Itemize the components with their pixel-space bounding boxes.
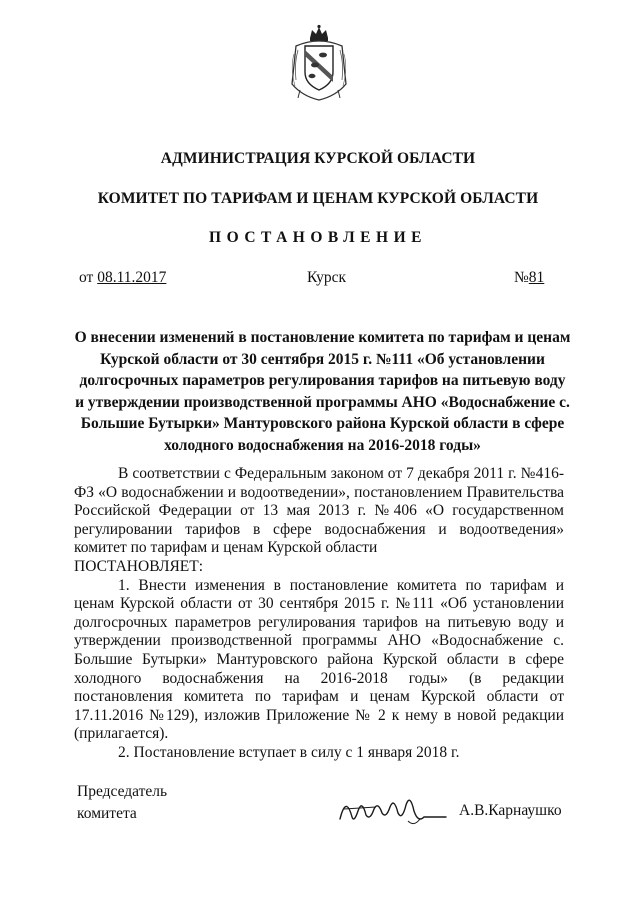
number-value: 81 (528, 269, 545, 286)
item-1-paragraph: 1. Внести изменения в постановление комитета по тарифам и ценам Курской области от 30 сентября 2015 г. №111 «Об установлении долгосрочных параметров регулирования тарифов на питьевую воду и утверждении производственной программы АНО «Водоснабжение с. Большие Бутырки» Мантуровского района Курской области в сфере холодного водоснабжения на 2016-2018 годы» (в редакции постановления комитета по тарифам и ценам Курской области от 17.11.2016 №129), изложив Приложение № 2 к нему в новой редакции (прилагается). (74, 576, 564, 743)
administration-heading: АДМИНИСТРАЦИЯ КУРСКОЙ ОБЛАСТИ (160, 150, 476, 167)
document-city: Курск (307, 269, 347, 286)
document-body (74, 465, 564, 763)
signatory-position (77, 781, 167, 825)
committee-heading: КОМИТЕТ ПО ТАРИФАМ И ЦЕНАМ КУРСКОЙ ОБЛАСТИ (97, 190, 539, 207)
resolves-line: ПОСТАНОВЛЯЕТ: (74, 557, 204, 575)
position-line-2: комитета (77, 805, 137, 822)
coat-of-arms-icon (286, 24, 352, 102)
preamble-paragraph: В соответствии с Федеральным законом от 7 декабря 2011 г. №416-ФЗ «О водоснабжении и водоотведении», постановлением Правительства Российской Федерации от 13 мая 2013 г. №406 «О государственном регулировании тарифов в сфере водоснабжения и водоотведения» комитет по тарифам и ценам Курской области (74, 465, 564, 557)
document-date (79, 269, 166, 287)
number-prefix: № (514, 269, 529, 286)
signatory-name: А.В.Карнаушко (459, 802, 562, 819)
document-title: О внесении изменений в постановление комитета по тарифам и ценам Курской области от 30 сентября 2015 г. №111 «Об установлении долгосрочных параметров регулирования тарифов на питьевую воду и утверждении производственной программы АНО «Водоснабжение с. Большие Бутырки» Мантуровского района Курской области в сфере холодного водоснабжения на 2016-2018 годы» (74, 329, 571, 454)
handwritten-signature (336, 787, 450, 831)
date-prefix: от (79, 269, 98, 286)
document-type-heading: ПОСТАНОВЛЕНИЕ (209, 229, 427, 246)
document-number (514, 269, 544, 287)
date-value: 08.11.2017 (97, 269, 167, 286)
item-2-paragraph: 2. Постановление вступает в силу с 1 января 2018 г. (118, 743, 460, 761)
position-line-1: Председатель (77, 783, 168, 800)
